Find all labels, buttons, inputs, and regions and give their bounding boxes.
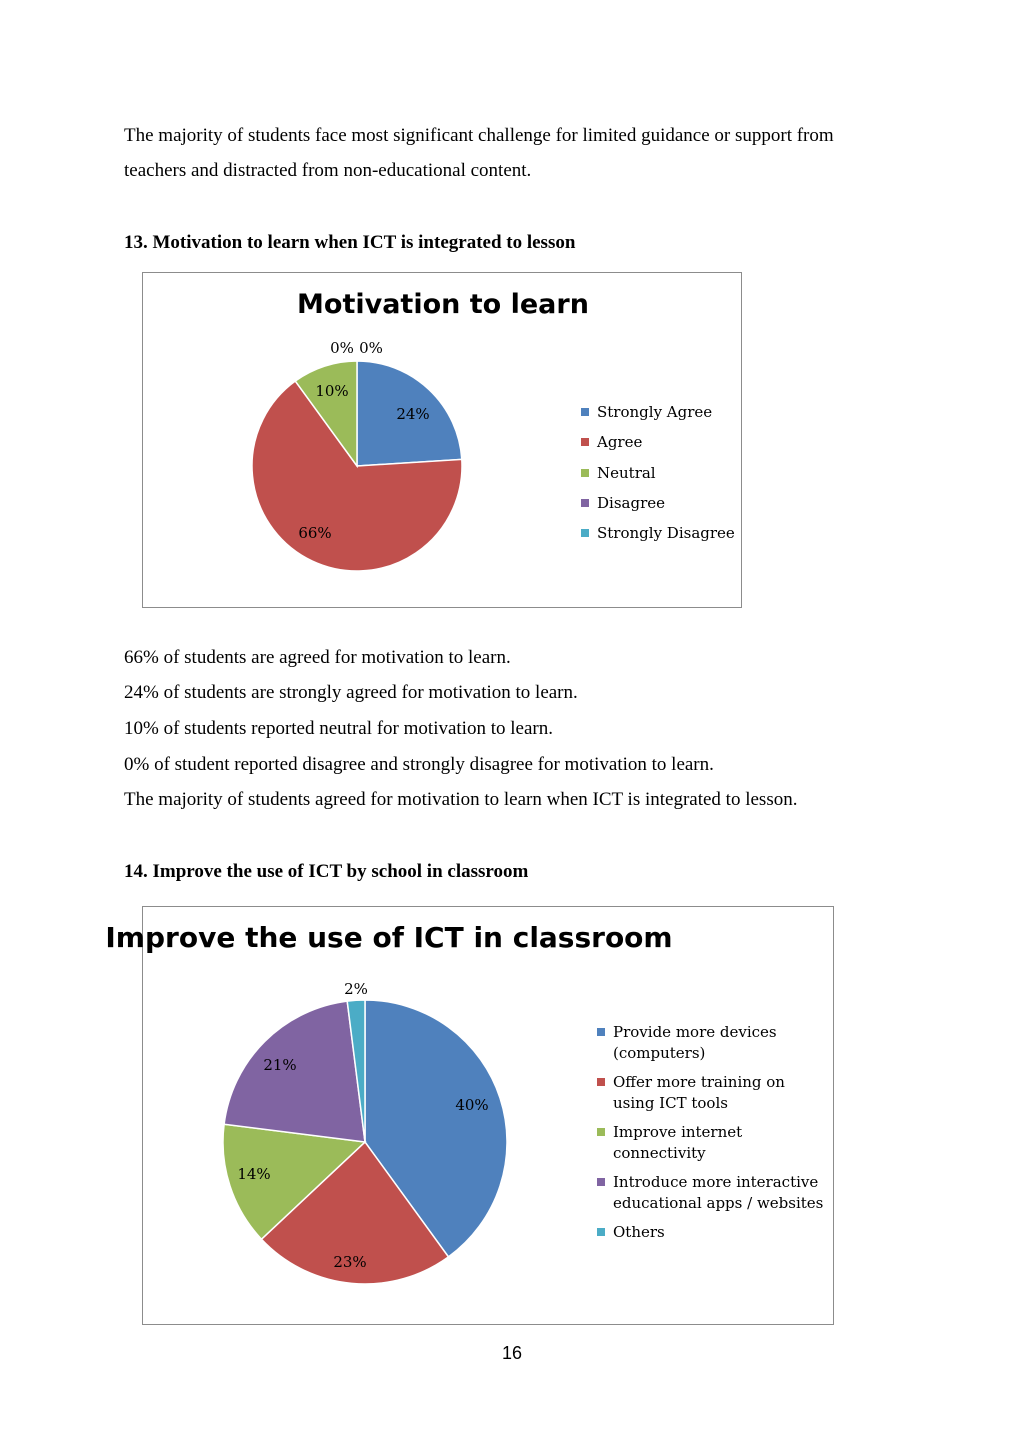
legend-swatch — [581, 438, 589, 446]
data-label-improve-internet-connectivity: 14% — [237, 1165, 271, 1183]
legend-swatch — [597, 1078, 605, 1086]
legend-swatch — [581, 408, 589, 416]
data-label-disagree: 0% — [330, 339, 354, 357]
data-label-agree: 66% — [298, 524, 332, 542]
legend-label: Offer more training on using ICT tools — [613, 1073, 785, 1112]
data-label-others: 2% — [344, 980, 368, 998]
data-label-strongly-disagree: 0% — [359, 339, 383, 357]
data-label-introduce-more-interactive-educational-apps-websites: 21% — [263, 1056, 297, 1074]
legend-item-offer-more-training-on-using-ict-tools — [597, 1072, 827, 1113]
section-14-heading: 14. Improve the use of ICT by school in classroom — [124, 861, 529, 882]
legend-label: Neutral — [597, 463, 656, 482]
legend-item-others — [597, 1222, 827, 1243]
legend-item-agree — [581, 427, 735, 457]
ict-legend — [597, 1022, 827, 1252]
legend-swatch — [581, 469, 589, 477]
intro-line-1: The majority of students face most significant challenge for limited guidance or support from — [124, 125, 834, 146]
data-label-offer-more-training-on-using-ict-tools: 23% — [333, 1253, 367, 1271]
legend-label: Improve internet connectivity — [613, 1123, 743, 1162]
legend-item-introduce-more-interactive-educational-apps-websites — [597, 1172, 827, 1213]
legend-item-strongly-disagree — [581, 518, 735, 548]
legend-label: Disagree — [597, 493, 665, 512]
legend-swatch — [597, 1178, 605, 1186]
legend-label: Introduce more interactive educational apps / websites — [613, 1173, 824, 1212]
data-label-strongly-agree: 24% — [396, 405, 430, 423]
motivation-chart — [142, 272, 742, 608]
legend-swatch — [581, 529, 589, 537]
legend-item-disagree — [581, 488, 735, 518]
data-label-neutral: 10% — [315, 382, 349, 400]
legend-label: Provide more devices (computers) — [613, 1023, 777, 1062]
data-label-provide-more-devices-computers: 40% — [455, 1096, 489, 1114]
page-number: 16 — [501, 1343, 523, 1363]
finding-1: 66% of students are agreed for motivation to learn. — [124, 647, 511, 668]
legend-item-provide-more-devices-computers — [597, 1022, 827, 1063]
ict-chart-title: Improve the use of ICT in classroom — [105, 921, 673, 954]
legend-label: Strongly Agree — [597, 403, 713, 421]
legend-swatch — [581, 499, 589, 507]
legend-swatch — [597, 1128, 605, 1136]
finding-2: 24% of students are strongly agreed for motivation to learn. — [124, 682, 578, 703]
legend-item-strongly-agree — [581, 397, 735, 427]
legend-item-neutral — [581, 458, 735, 488]
legend-label: Others — [613, 1223, 665, 1241]
finding-3: 10% of students reported neutral for motivation to learn. — [124, 718, 553, 739]
section-13-heading: 13. Motivation to learn when ICT is integrated to lesson — [124, 232, 576, 253]
finding-4: 0% of student reported disagree and strongly disagree for motivation to learn. — [124, 754, 714, 775]
legend-swatch — [597, 1028, 605, 1036]
motivation-legend — [581, 397, 735, 548]
legend-label: Strongly Disagree — [597, 524, 735, 543]
legend-item-improve-internet-connectivity — [597, 1122, 827, 1163]
intro-line-2: teachers and distracted from non-educational content. — [124, 160, 532, 181]
finding-5: The majority of students agreed for motivation to learn when ICT is integrated to lesson. — [124, 789, 798, 810]
ict-improvement-chart — [105, 906, 834, 1325]
legend-swatch — [597, 1228, 605, 1236]
motivation-chart-title: Motivation to learn — [297, 289, 589, 320]
legend-label: Agree — [597, 433, 643, 452]
